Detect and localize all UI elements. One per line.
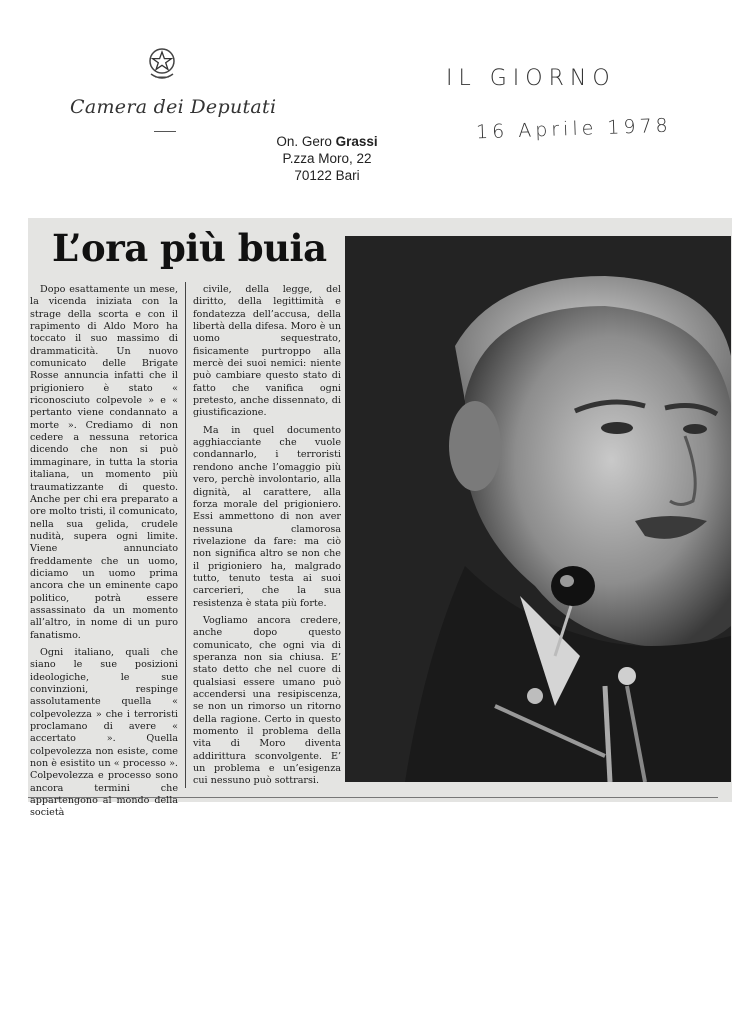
article-paragraph: Ma in quel documento agghiacciante che vuole condannarlo, i terroristi rendono anche l’omaggio più vero, perchè involontario, alla dignità, al carattere, alla forza morale del prigioniero. Essi ammettono di non aver nessuna clamorosa rivelazione da fare: ma ciò non significa altro se non che il prigioniero ha, malgrado tutto, tenuto testa ai suoi carcerieri, che la sua resistenza è stata più forte. — [193, 424, 341, 609]
institution-name: Camera dei Deputati — [70, 96, 277, 118]
handwritten-newspaper: IL GIORNO — [446, 66, 616, 91]
article-paragraph: Vogliamo ancora credere, anche dopo questo comunicato, che ogni via di speranza non sia chiusa. E’ stato detto che nel cuore di qualsiasi essere umano può accendersi una resipiscenza, se non un rimorso un ritorno della ragione. Certo in questo momento il problema della vita di Moro diventa addirittura sconvolgente. E’ un problema e un’esigenza cui nessuno può sottrarsi. — [193, 614, 341, 787]
city-address: 70122 Bari — [294, 168, 360, 183]
street-address: P.zza Moro, 22 — [282, 151, 372, 166]
italian-republic-emblem-icon — [146, 44, 178, 82]
article-paragraph: civile, della legge, del diritto, della legittimità e fondatezza dell’accusa, della libertà della difesa. Moro è un uomo sequestrato, fisicamente purtroppo alla mercè dei suoi nemici: niente può cambiare questo stato di fatto che vanifica ogni pretesto, anche dissennato, di giustificazione. — [193, 284, 341, 419]
article-paragraph: Ogni italiano, quali che siano le sue posizioni ideologiche, le sue convinzioni, respinge assolutamente quella « colpevolezza » che i terroristi proclamano di avere « accertato ». Quella colpevolezza non esiste, come non è esistito un « processo ». Colpevolezza e processo sono ancora termini che appartengono al mondo della società — [30, 646, 178, 819]
member-surname: Grassi — [335, 134, 378, 149]
article-column-2 — [193, 284, 341, 793]
member-name-prefix: On. Gero — [276, 134, 332, 149]
column-divider — [185, 282, 186, 788]
handwritten-date: 16 Aprile 1978 — [475, 114, 673, 144]
letterhead-rule — [154, 131, 176, 132]
article-column-1 — [30, 284, 178, 825]
article-paragraph: Dopo esattamente un mese, la vicenda iniziata con la strage della scorta e con il rapimento di Aldo Moro ha toccato il suo massimo di drammaticità. Un nuovo comunicato delle Brigate Rosse annuncia infatti che il prigioniero è stato « riconosciuto colpevole » e « pertanto viene condannato a morte ». Crediamo di non cedere a nessuna retorica dicendo che non si può immaginare, in tutta la storia italiana, un momento più traumatizzante di questo. Anche per chi era preparato a ore molto tristi, il comunicato, nella sua gelida, crudele nudità, supera ogni limite. Viene annunciato freddamente che un uomo, diciamo un uomo prima ancora che un eminente capo politico, potrà essere assassinato da un momento all’altro, in nome di un puro fanatismo. — [30, 284, 178, 641]
portrait-photo — [345, 236, 731, 782]
letterhead — [0, 0, 744, 200]
member-name — [232, 134, 422, 150]
article-headline: L’ora più buia — [52, 226, 327, 270]
